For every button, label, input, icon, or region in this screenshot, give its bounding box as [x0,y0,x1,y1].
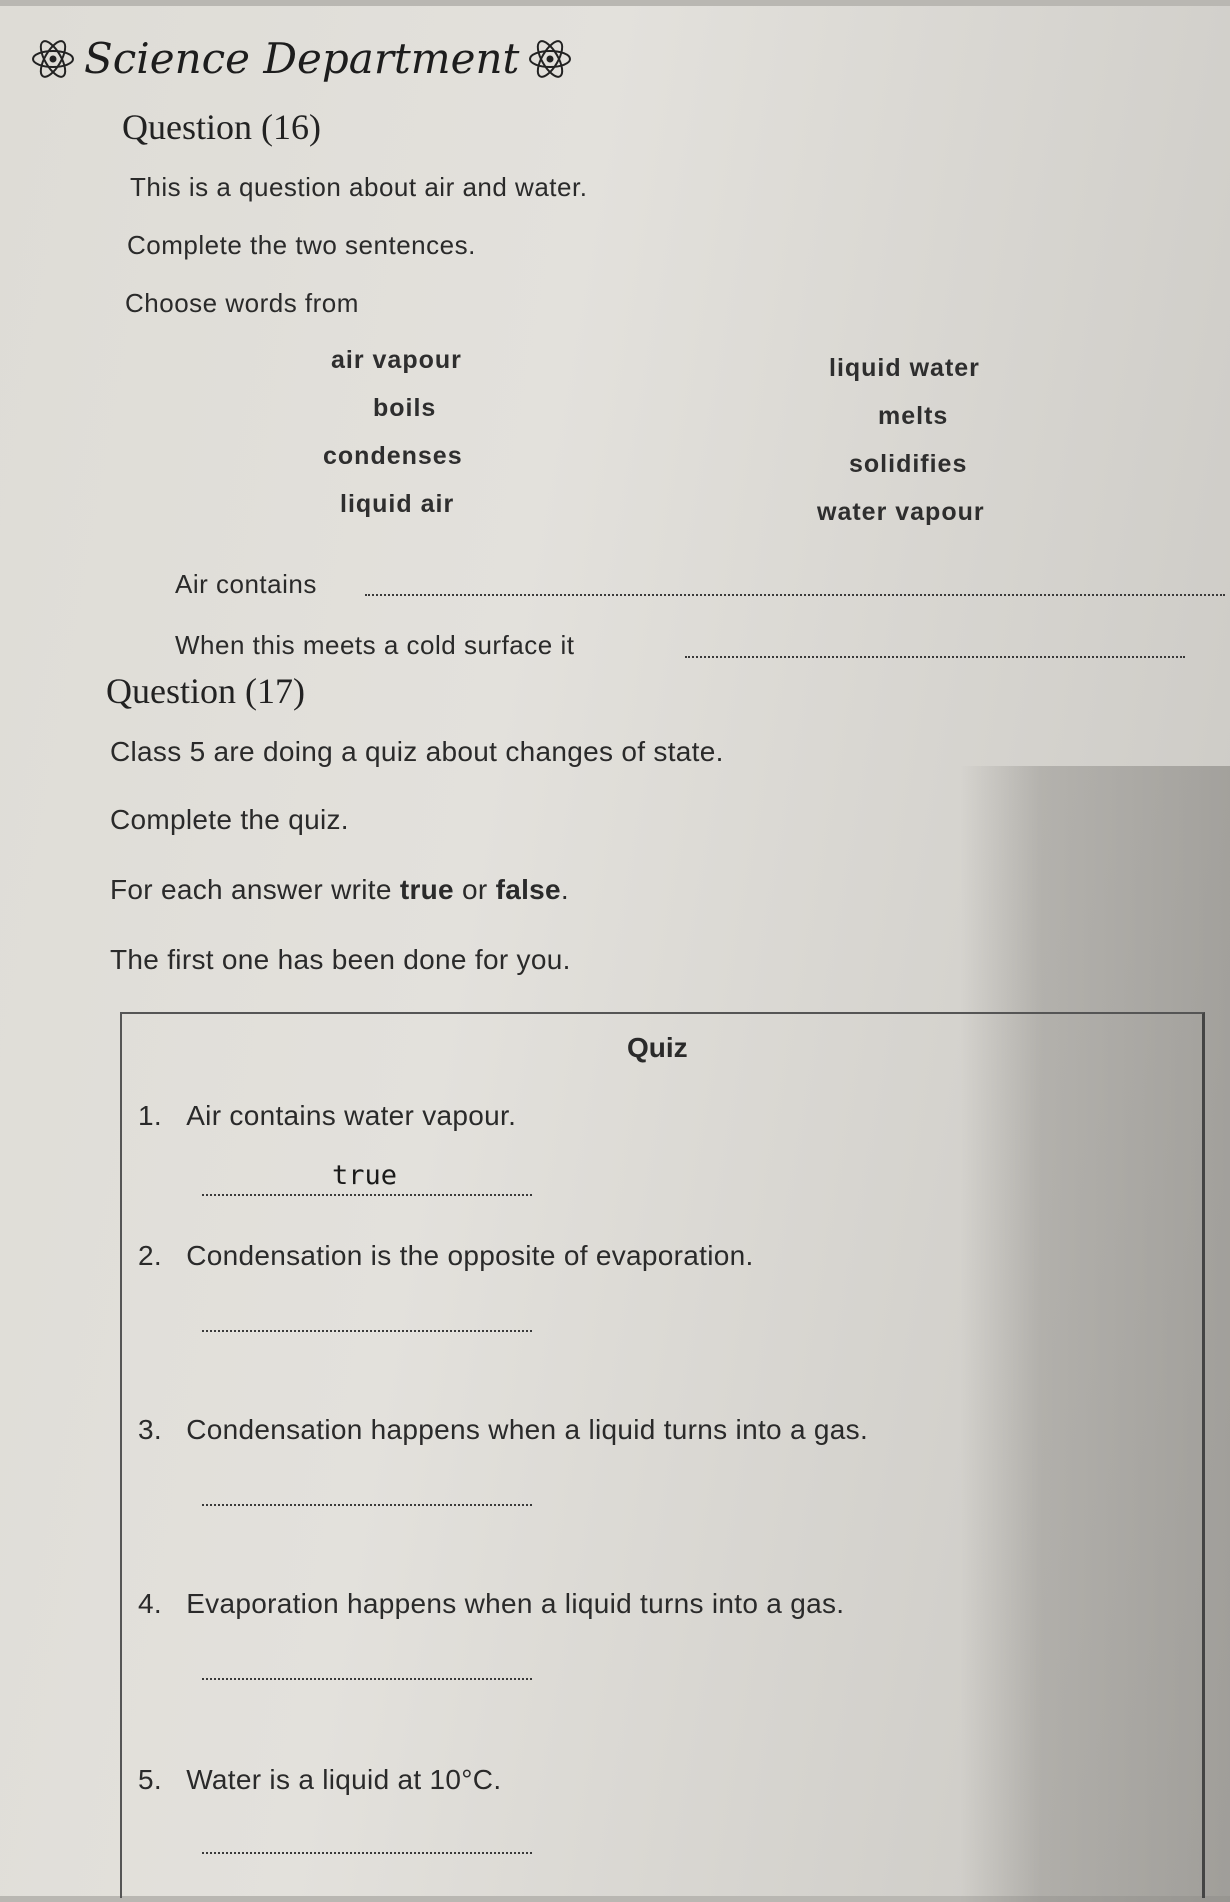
quiz-item-number: 3. [138,1414,162,1445]
quiz-item [138,1414,868,1446]
question-17-heading: Question (17) [106,671,305,711]
question-16-heading: Question (16) [122,107,321,147]
quiz-title: Quiz [627,1032,688,1063]
word-option: condenses [323,442,463,470]
q16-intro: This is a question about air and water. [130,172,588,202]
quiz-item-text: Water is a liquid at 10°C. [186,1764,502,1795]
department-header [30,34,573,83]
quiz-item-text: Condensation happens when a liquid turns into a gas. [186,1414,869,1445]
word-option: solidifies [849,450,968,478]
quiz-answer-blank[interactable] [202,1330,532,1332]
quiz-item [138,1100,516,1132]
sentence-1-blank[interactable] [365,594,1225,596]
quiz-box [120,1012,1205,1898]
quiz-answer-blank[interactable] [202,1678,532,1680]
sentence-2-label: When this meets a cold surface it [175,630,575,660]
word-option: liquid air [340,490,455,518]
quiz-item-text: Condensation is the opposite of evaporation. [186,1240,754,1271]
each-answer-end: . [560,874,570,905]
quiz-answer-text: true [332,1160,398,1191]
q16-choose: Choose words from [125,288,359,318]
quiz-item-number: 2. [138,1240,162,1271]
quiz-item-number: 1. [138,1100,162,1131]
atom-icon [527,36,573,82]
worksheet-page [0,6,1230,1896]
word-option: melts [878,402,949,430]
each-answer-or: or [453,874,496,905]
word-option: air vapour [331,346,462,374]
each-answer-text: For each answer write [110,874,400,905]
word-option: liquid water [829,354,980,382]
quiz-answer-blank[interactable] [202,1504,532,1506]
q17-each-answer [110,874,569,906]
sentence-1-label: Air contains [175,569,317,599]
quiz-item [138,1764,501,1796]
quiz-answer-blank[interactable] [202,1852,532,1854]
each-answer-true: true [399,874,454,905]
quiz-item [138,1588,844,1620]
word-option: water vapour [817,498,985,526]
department-title: Science Department [84,34,520,83]
q17-first-done: The first one has been done for you. [110,944,571,975]
quiz-item-number: 5. [138,1764,162,1795]
q17-instruction: Complete the quiz. [110,804,349,835]
word-option: boils [373,394,437,422]
each-answer-false: false [495,874,561,905]
atom-icon [30,36,76,82]
q16-instruction: Complete the two sentences. [127,230,476,260]
q17-intro: Class 5 are doing a quiz about changes of state. [110,736,724,767]
quiz-item [138,1240,754,1272]
quiz-answer-blank[interactable] [202,1194,532,1196]
sentence-2-blank[interactable] [685,656,1185,658]
quiz-item-text: Evaporation happens when a liquid turns into a gas. [186,1588,845,1619]
quiz-item-text: Air contains water vapour. [186,1100,517,1131]
quiz-item-number: 4. [138,1588,162,1619]
